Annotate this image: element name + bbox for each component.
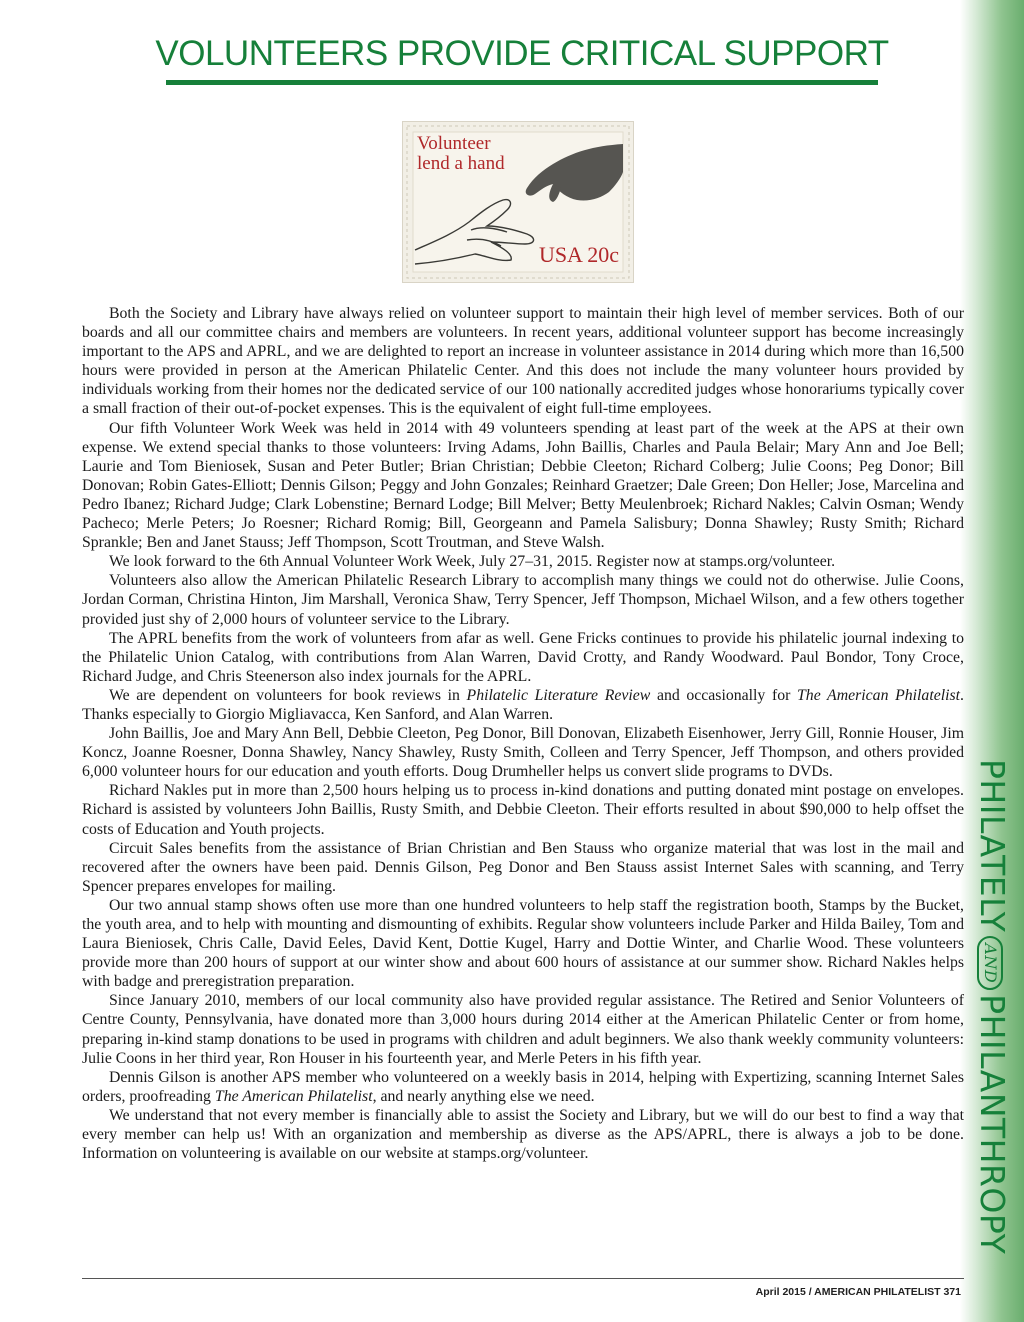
paragraph: Our two annual stamp shows often use more than one hundred volunteers to help staff the registration booth, Stamps by the Bucket, the youth area, and to help with mounting and dismounting of exhibits. Regular show volunteers include Parker and Hilda Bailey, Tom and Laura Bieniosek, Chris Calle, David Eeles, David Kent, Dottie Kugel, Harry and Dottie Winter, and Charlie Wood. These volunteers provide more than 200 hours of support at our winter show and about 600 hours of assistance at our summer show. Richard Nakles helps with badge and preregistration preparation. (82, 896, 964, 991)
paragraph (82, 686, 964, 724)
paragraph: John Baillis, Joe and Mary Ann Bell, Debbie Cleeton, Peg Donor, Bill Donovan, Elizabeth Eisenhower, Jerry Gill, Ronnie Houser, Jim Koncz, Joanne Roesner, Donna Shawley, Nancy Shawley, Rusty Smith, Colleen and Terry Spencer, Jeff Thompson, and others provided 6,000 volunteer hours for our education and youth efforts. Doug Drumheller helps us convert slide programs to DVDs. (82, 725, 964, 781)
article-body (82, 304, 964, 1163)
page-title: VOLUNTEERS PROVIDE CRITICAL SUPPORT (155, 34, 889, 73)
paragraph-text: and occasionally for (650, 686, 798, 704)
paragraph: The APRL benefits from the work of volunteers from afar as well. Gene Fricks continues to provide his philatelic journal indexing to the Philatelic Union Catalog, with contributions from Alan Warren, David Crotty, and Randy Woodward. Paul Bondor, Tony Croce, Richard Judge, and Chris Steenerson also index journals for the APRL. (82, 629, 964, 685)
stamp-image (403, 122, 633, 282)
sidebar-label-amp: AND (978, 936, 1004, 990)
paragraph: We look forward to the 6th Annual Volunteer Work Week, July 27–31, 2015. Register now at stamps.org/volunteer. (109, 553, 836, 571)
paragraph-text: Dennis Gilson is another APS member who volunteered on a weekly basis in 2014, helping with Expertizing, scanning Internet Sales orders, proofreading (82, 1068, 964, 1105)
publication-title: The American Philatelist (214, 1087, 373, 1105)
footer-rule (82, 1278, 964, 1279)
stamp-caption-line2: lend a hand (417, 153, 505, 174)
paragraph: We understand that not every member is financially able to assist the Society and Library, but we will do our best to find a way that every member can help us! With an organization and membership as diverse as the APS/APRL, there is always a job to be done. Information on volunteering is available on our website at stamps.org/volunteer. (82, 1106, 964, 1163)
paragraph: Our fifth Volunteer Work Week was held in 2014 with 49 volunteers spending at least part of the week at the APS at their own expense. We extend special thanks to those volunteers: Irving Adams, John Baillis, Charles and Paula Belair; Mary Ann and Joe Bell; Laurie and Tom Bieniosek, Susan and Peter Butler; Brian Christian; Debbie Cleeton; Richard Colberg; Julie Coons; Peg Donor; Bill Donovan; Robin Gates-Elliott; Dennis Gilson; Peggy and John Gonzales; Reinhard Graetzer; Dale Green; Don Heller; Jose, Marcelina and Pedro Ibanez; Richard Judge; Clark Lobenstine; Bernard Lodge; Bill Melver; Betty Meulenbroek; Richard Nakles; Calvin Osman; Wendy Pacheco; Merle Peters; Jo Roesner; Richard Romig; Bill, Georgeann and Pamela Salisbury; Donna Shawley; Rusty Smith; Richard Sprankle; Ben and Janet Stauss; Jeff Thompson, Scott Troutman, and Steve Walsh. (82, 419, 964, 552)
publication-title: The American Philatelist (797, 686, 961, 704)
paragraph (82, 1068, 964, 1106)
stamp-caption-line1: Volunteer (417, 133, 491, 154)
paragraph: Circuit Sales benefits from the assistance of Brian Christian and Ben Stauss who organize material that was lost in the mail and recovered after the owners have been paid. Dennis Gilson, Peg Donor and Ben Stauss assist Internet Sales with scanning, and Terry Spencer prepares envelopes for mailing. (82, 839, 964, 895)
sidebar-section-label (968, 759, 1016, 1315)
paragraph: Richard Nakles put in more than 2,500 hours helping us to process in-kind donations and putting donated mint postage on envelopes. Richard is assisted by volunteers John Baillis, Rusty Smith, and Debbie Cleeton. Their efforts resulted in about $90,000 to help offset the costs of Education and Youth projects. (82, 782, 964, 838)
paragraph-text: . Thanks especially to Giorgio Migliavacca, Ken Sanford, and Alan Warren. (82, 686, 964, 723)
sidebar-label-left: PHILATELY (973, 759, 1012, 933)
publication-title: Philatelic Literature Review (466, 686, 651, 704)
stamp-caption (417, 134, 505, 174)
title-underline (166, 80, 878, 85)
sidebar-label-right: PHILANTHROPY (973, 994, 1012, 1255)
paragraph: Since January 2010, members of our local community also have provided regular assistance. The Retired and Senior Volunteers of Centre County, Pennsylvania, have donated more than 3,000 hours during 2014 either at the American Philatelic Center or from home, preparing in-kind stamp donations to be used in programs with children and adult beginners. We also thank weekly community volunteers: Julie Coons in her third year, Ron Houser in his fourteenth year, and Merle Peters in his fifth year. (82, 992, 964, 1067)
paragraph-text: We are dependent on volunteers for book reviews in (109, 686, 467, 704)
paragraph-text: , and nearly anything else we need. (372, 1087, 595, 1105)
paragraph: Volunteers also allow the American Philatelic Research Library to accomplish many things we could not do otherwise. Julie Coons, Jordan Corman, Christina Hinton, Jim Marshall, Veronica Shaw, Terry Spencer, Jeff Thompson, Michael Wilson, and a few others together provided just shy of 2,000 hours of volunteer service to the Library. (82, 572, 964, 628)
page-footer: April 2015 / AMERICAN PHILATELIST 371 (755, 1286, 961, 1298)
paragraph: Both the Society and Library have always relied on volunteer support to maintain their high level of member services. Both of our boards and all our committee chairs and members are volunteers. In recent years, additional volunteer support has become increasingly important to the APS and APRL, and we are delighted to report an increase in volunteer assistance in 2014 during which more than 16,500 hours were provided in person at the American Philatelic Center. And this does not include the many volunteer hours provided by individuals working from their homes nor the dedicated service of our 100 nationally accredited judges whose honorariums typically cover a small fraction of their out-of-pocket expenses. This is the equivalent of eight full-time employees. (82, 305, 964, 418)
stamp-price: USA 20c (538, 242, 619, 267)
